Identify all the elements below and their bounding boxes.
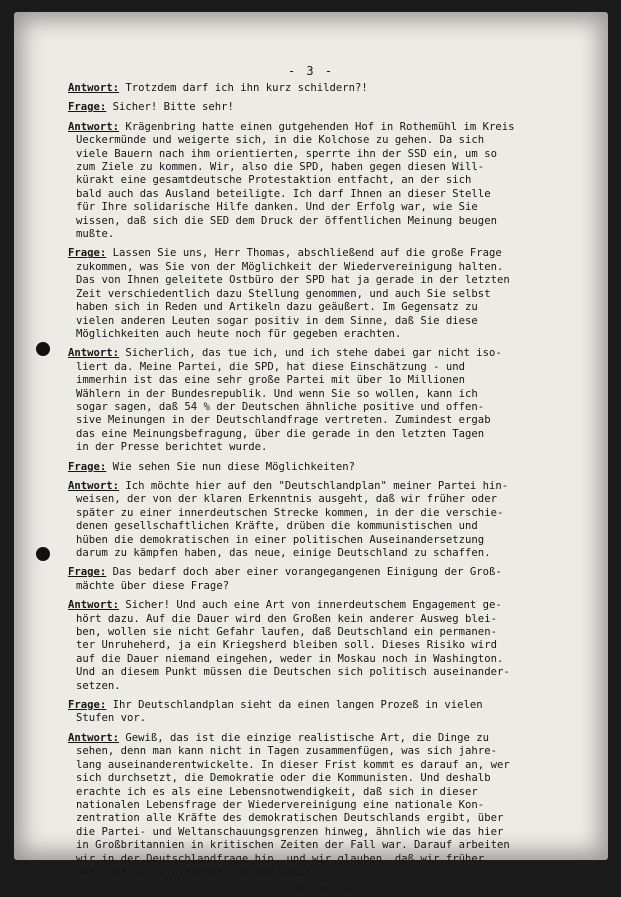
- line-text: ben, wollen sie nicht Gefahr laufen, daß Deutschland ein permanen-: [76, 626, 497, 639]
- line-text: nationalen Lebensfrage der Wiedervereinigung eine nationale Kon-: [76, 798, 485, 811]
- speaker-label: Frage:: [68, 101, 107, 114]
- line-text: das eine Meinungsbefragung, über die gerade in den letzten Tagen: [76, 427, 485, 440]
- line-text: weisen, der von der klaren Erkenntnis ausgeht, daß wir früher oder: [76, 493, 497, 506]
- text-line: [68, 374, 584, 387]
- text-line: [68, 547, 584, 560]
- speaker-label: Frage:: [68, 566, 107, 579]
- text-line: [68, 839, 584, 852]
- interview-entry: [68, 732, 584, 879]
- speaker-label: Frage:: [68, 247, 107, 260]
- line-text: später zu einer innerdeutschen Strecke kommen, in der die verschie-: [76, 506, 504, 519]
- text-line: [68, 580, 584, 593]
- text-line: [68, 666, 584, 679]
- line-text: Das bedarf doch aber einer vorangegangenen Einigung der Groß-: [106, 566, 502, 579]
- text-line: [68, 148, 584, 161]
- text-line: [68, 566, 584, 579]
- line-text: ter Unruheherd, ja ein Kriegsherd bleiben soll. Dieses Risiko wird: [76, 639, 497, 652]
- text-line: [68, 712, 584, 725]
- line-text: Wie sehen Sie nun diese Möglichkeiten?: [106, 460, 356, 473]
- text-line: [68, 493, 584, 506]
- speaker-label: Antwort:: [68, 731, 120, 744]
- text-line: [68, 247, 584, 260]
- line-text: in der Presse berichtet wurde.: [76, 441, 268, 454]
- line-text: wissen, daß sich die SED dem Druck der öffentlichen Meinung beugen: [76, 214, 497, 227]
- text-line: [68, 507, 584, 520]
- text-line: [68, 201, 584, 214]
- speaker-label: Antwort:: [68, 82, 120, 94]
- line-text: mußte.: [76, 228, 115, 241]
- text-line: [68, 121, 584, 134]
- interview-entry: [68, 347, 584, 454]
- line-text: Sicher! Und auch eine Art von innerdeutschem Engagement ge-: [119, 599, 502, 612]
- text-line: [68, 174, 584, 187]
- text-line: [68, 428, 584, 441]
- text-line: [68, 414, 584, 427]
- line-text: Sicherlich, das tue ich, und ich stehe dabei gar nicht iso-: [119, 347, 502, 360]
- line-text: immerhin ist das eine sehr große Partei mit über 1o Millionen: [76, 374, 466, 387]
- line-text: Gewiß, das ist die einzige realistische Art, die Dinge zu: [119, 731, 489, 744]
- line-text: liert da. Meine Partei, die SPD, hat diese Einschätzung - und: [76, 360, 466, 373]
- line-text: sehen, denn man kann nicht in Tagen zusammenfügen, was sich jahre-: [76, 745, 497, 758]
- speaker-label: Antwort:: [68, 120, 120, 133]
- line-text: Zeit verschiedentlich dazu Stellung genommen, und auch Sie selbst: [76, 287, 491, 300]
- line-text: sogar sagen, daß 54 % der Deutschen ähnliche positive und offen-: [76, 400, 485, 413]
- line-text: zum Ziele zu kommen. Wir, also die SPD, haben gegen diesen Will-: [76, 161, 485, 174]
- line-text: sive Meinungen in der Deutschlandfrage vertreten. Zumindest ergab: [76, 414, 491, 427]
- text-line: [68, 315, 584, 328]
- line-text: Das von Ihnen geleitete Ostbüro der SPD hat ja gerade in der letzten: [76, 274, 510, 287]
- punch-hole-top: [36, 342, 50, 356]
- line-text: in Großbritannien in kritischen Zeiten der Fall war. Darauf arbeiten: [76, 839, 510, 852]
- line-text: die Partei- und Weltanschauungsgrenzen hinweg, ähnlich wie das hier: [76, 825, 504, 838]
- text-line: [68, 288, 584, 301]
- text-line: [68, 534, 584, 547]
- text-line: [68, 441, 584, 454]
- text-line: [68, 745, 584, 758]
- text-line: [68, 228, 584, 241]
- text-line: [68, 772, 584, 785]
- line-text: Und an diesem Punkt müssen die Deutschen sich politisch auseinander-: [76, 666, 510, 679]
- text-line: [68, 639, 584, 652]
- line-text: Ich möchte hier auf den "Deutschlandplan" meiner Partei hin-: [119, 479, 509, 492]
- text-line: [68, 680, 584, 693]
- line-text: hört dazu. Auf die Dauer wird den Großen kein anderer Ausweg blei-: [76, 612, 497, 625]
- page-number: - 3 -: [287, 64, 335, 78]
- text-line: [68, 866, 584, 879]
- text-line: [68, 388, 584, 401]
- line-text: Ueckermünde und weigerte sich, in die Kolchose zu gehen. Da sich: [76, 134, 485, 147]
- line-text: Sicher! Bitte sehr!: [106, 101, 234, 114]
- line-text: Lassen Sie uns, Herr Thomas, abschließend auf die große Frage: [106, 247, 502, 260]
- line-text: Krägenbring hatte einen gutgehenden Hof in Rothemühl im Kreis: [119, 120, 515, 133]
- interview-transcript: [68, 82, 584, 897]
- line-text: für Ihre solidarische Hilfe danken. Und der Erfolg war, wie Sie: [76, 201, 478, 214]
- line-text: hüben die demokratischen in einer politischen Auseinandersetzung: [76, 533, 485, 546]
- interview-entry: [68, 599, 584, 693]
- line-text: Ihr Deutschlandplan sieht da einen langen Prozeß in vielen: [106, 699, 483, 712]
- text-line: [68, 653, 584, 666]
- text-line: [68, 301, 584, 314]
- line-text: denen gesellschaftlichen Kräfte, drüben die kommunistischen und: [76, 520, 478, 533]
- text-line: [68, 274, 584, 287]
- line-text: oder später Erfolg haben werden damit.: [76, 865, 319, 878]
- text-line: [68, 759, 584, 772]
- line-text: Wählern in der Bundesrepublik. Und wenn Sie so wollen, kann ich: [76, 387, 478, 400]
- text-line: [68, 613, 584, 626]
- text-line: [68, 853, 584, 866]
- line-text: sich durchsetzt, die Demokratie oder die Kommunisten. Und deshalb: [76, 772, 491, 785]
- line-text: vielen anderen Leuten sogar positiv in dem Sinne, daß Sie diese: [76, 314, 478, 327]
- line-text: erachte ich es als eine Lebensnotwendigkeit, daß sich in dieser: [76, 785, 478, 798]
- text-line: [68, 626, 584, 639]
- speaker-label: Frage:: [68, 460, 107, 473]
- text-line: [68, 261, 584, 274]
- text-line: [68, 480, 584, 493]
- interview-entry: [68, 461, 584, 474]
- document-page: [14, 12, 608, 897]
- text-line: [68, 699, 584, 712]
- text-line: [68, 347, 584, 360]
- text-line: [68, 812, 584, 825]
- line-text: mächte über diese Frage?: [76, 579, 230, 592]
- line-text: bald auch das Ausland beteiligte. Ich darf Ihnen an dieser Stelle: [76, 187, 491, 200]
- punch-hole-bottom: [36, 547, 50, 561]
- line-text: viele Bauern nach ihm orientierten, sperrte ihn der SSD ein, um so: [76, 147, 497, 160]
- text-line: [68, 328, 584, 341]
- text-line: [68, 826, 584, 839]
- interview-entry: [68, 101, 584, 114]
- text-line: [68, 732, 584, 745]
- text-line: [68, 461, 584, 474]
- text-line: [68, 599, 584, 612]
- line-text: Trotzdem darf ich ihn kurz schildern?!: [119, 82, 368, 94]
- line-text: wir in der Deutschlandfrage hin, und wir glauben, daß wir früher: [76, 852, 485, 865]
- line-text: setzen.: [76, 679, 121, 692]
- line-text: haben sich in Reden und Artikeln dazu geäußert. Im Gegensatz zu: [76, 301, 478, 314]
- text-line: [68, 188, 584, 201]
- text-line: [68, 134, 584, 147]
- line-text: darum zu kämpfen haben, das neue, einige Deutschland zu schaffen.: [76, 547, 491, 559]
- speaker-label: Antwort:: [68, 479, 120, 492]
- interview-entry: [68, 480, 584, 560]
- interview-entry: [68, 82, 584, 95]
- line-text: auf die Dauer niemand eingehen, weder in Moskau noch in Washington.: [76, 652, 504, 665]
- line-text: Stufen vor.: [76, 712, 147, 725]
- end-mark: * * *: [294, 883, 358, 897]
- interview-entry: [68, 699, 584, 726]
- text-line: [68, 799, 584, 812]
- interview-entry: [68, 121, 584, 242]
- speaker-label: Frage:: [68, 699, 107, 712]
- line-text: lang auseinanderentwickelte. In dieser Frist kommt es darauf an, wer: [76, 758, 510, 771]
- text-line: [68, 215, 584, 228]
- speaker-label: Antwort:: [68, 599, 120, 612]
- text-line: [68, 401, 584, 414]
- text-line: [68, 520, 584, 533]
- line-text: zukommen, was Sie von der Möglichkeit der Wiedervereinigung halten.: [76, 260, 504, 273]
- text-line: [68, 161, 584, 174]
- text-line: [68, 786, 584, 799]
- line-text: zentration alle Kräfte des demokratischen Deutschlands ergibt, über: [76, 812, 504, 825]
- interview-entry: [68, 247, 584, 341]
- line-text: Möglichkeiten auch heute noch für gegeben erachten.: [76, 327, 402, 340]
- text-line: [68, 101, 584, 114]
- text-line: [68, 361, 584, 374]
- text-line: [68, 82, 584, 95]
- interview-entry: [68, 566, 584, 593]
- line-text: kürakt eine gesamtdeutsche Protestaktion entfacht, an der sich: [76, 174, 472, 187]
- speaker-label: Antwort:: [68, 347, 120, 360]
